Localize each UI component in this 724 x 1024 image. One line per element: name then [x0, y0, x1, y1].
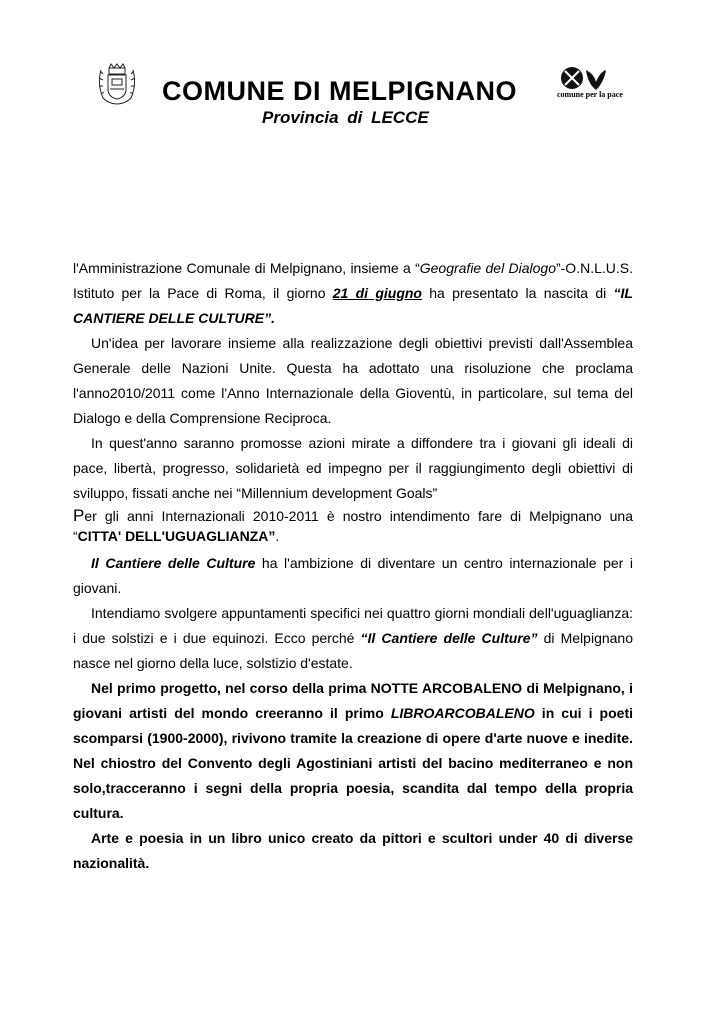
paragraph-2: Un'idea per lavorare insieme alla realizzazione degli obiettivi previsti dall'Assemblea Generale delle Nazioni Unite. Questa ha adottato una risoluzione che proclama l'anno2010/2011 come l'Anno Internazionale della Gioventù, in particolare, sul tema del Dialogo e della Comprensione Reciproca.: [73, 335, 633, 426]
page-title: COMUNE DI MELPIGNANO: [162, 76, 518, 106]
paragraph-3: In quest'anno saranno promosse azioni mirate a diffondere tra i giovani gli ideali di pace, libertà, progresso, solidarietà ed impegno per il raggiungimento degli obiettivi di sviluppo, fissati anche nei “Millennium development Goals”: [73, 435, 633, 501]
paragraph-7: Nel primo progetto, nel corso della prima NOTTE ARCOBALENO di Melpignano, i giovani artisti del mondo creeranno il primo LIBROARCOBALENO in cui i poeti scomparsi (1900-2000), rivivono tramite la creazione di opere d'arte nuove e inedite. Nel chiostro del Convento degli Agostiniani artisti del bacino mediterraneo e non solo,tracceranno i segni della propria poesia, scandita dal tempo della propria cultura.: [73, 680, 633, 821]
crest-icon: [95, 62, 139, 106]
paragraph-8: Arte e poesia in un libro unico creato da pittori e scultori under 40 di diverse nazionalità.: [73, 830, 633, 871]
paragraph-6: Intendiamo svolgere appuntamenti specifici nei quattro giorni mondiali dell'uguaglianza: i due solstizi e i due equinozi. Ecco perché “Il Cantiere delle Culture” di Melpignano nasce nel giorno della luce, solstizio d'estate.: [73, 605, 633, 671]
paragraph-1: l'Amministrazione Comunale di Melpignano, insieme a “Geografie del Dialogo”-O.N.L.U.S. Istituto per la Pace di Roma, il giorno 21 di giugno ha presentato la nascita di “IL CANTIERE DELLE CULTURE”.: [73, 260, 633, 326]
document-body: [73, 256, 633, 876]
paragraph-5: Il Cantiere delle Culture ha l'ambizione di diventare un centro internazionale per i giovani.: [73, 555, 634, 596]
peace-logo-text: comune per la pace: [557, 90, 623, 99]
paragraph-4: Per gli anni Internazionali 2010-2011 è nostro intendimento fare di Melpignano una “CITTA' DELL'UGUAGLIANZA”.: [73, 506, 633, 544]
page-subtitle: Provincia di LECCE: [262, 108, 429, 127]
